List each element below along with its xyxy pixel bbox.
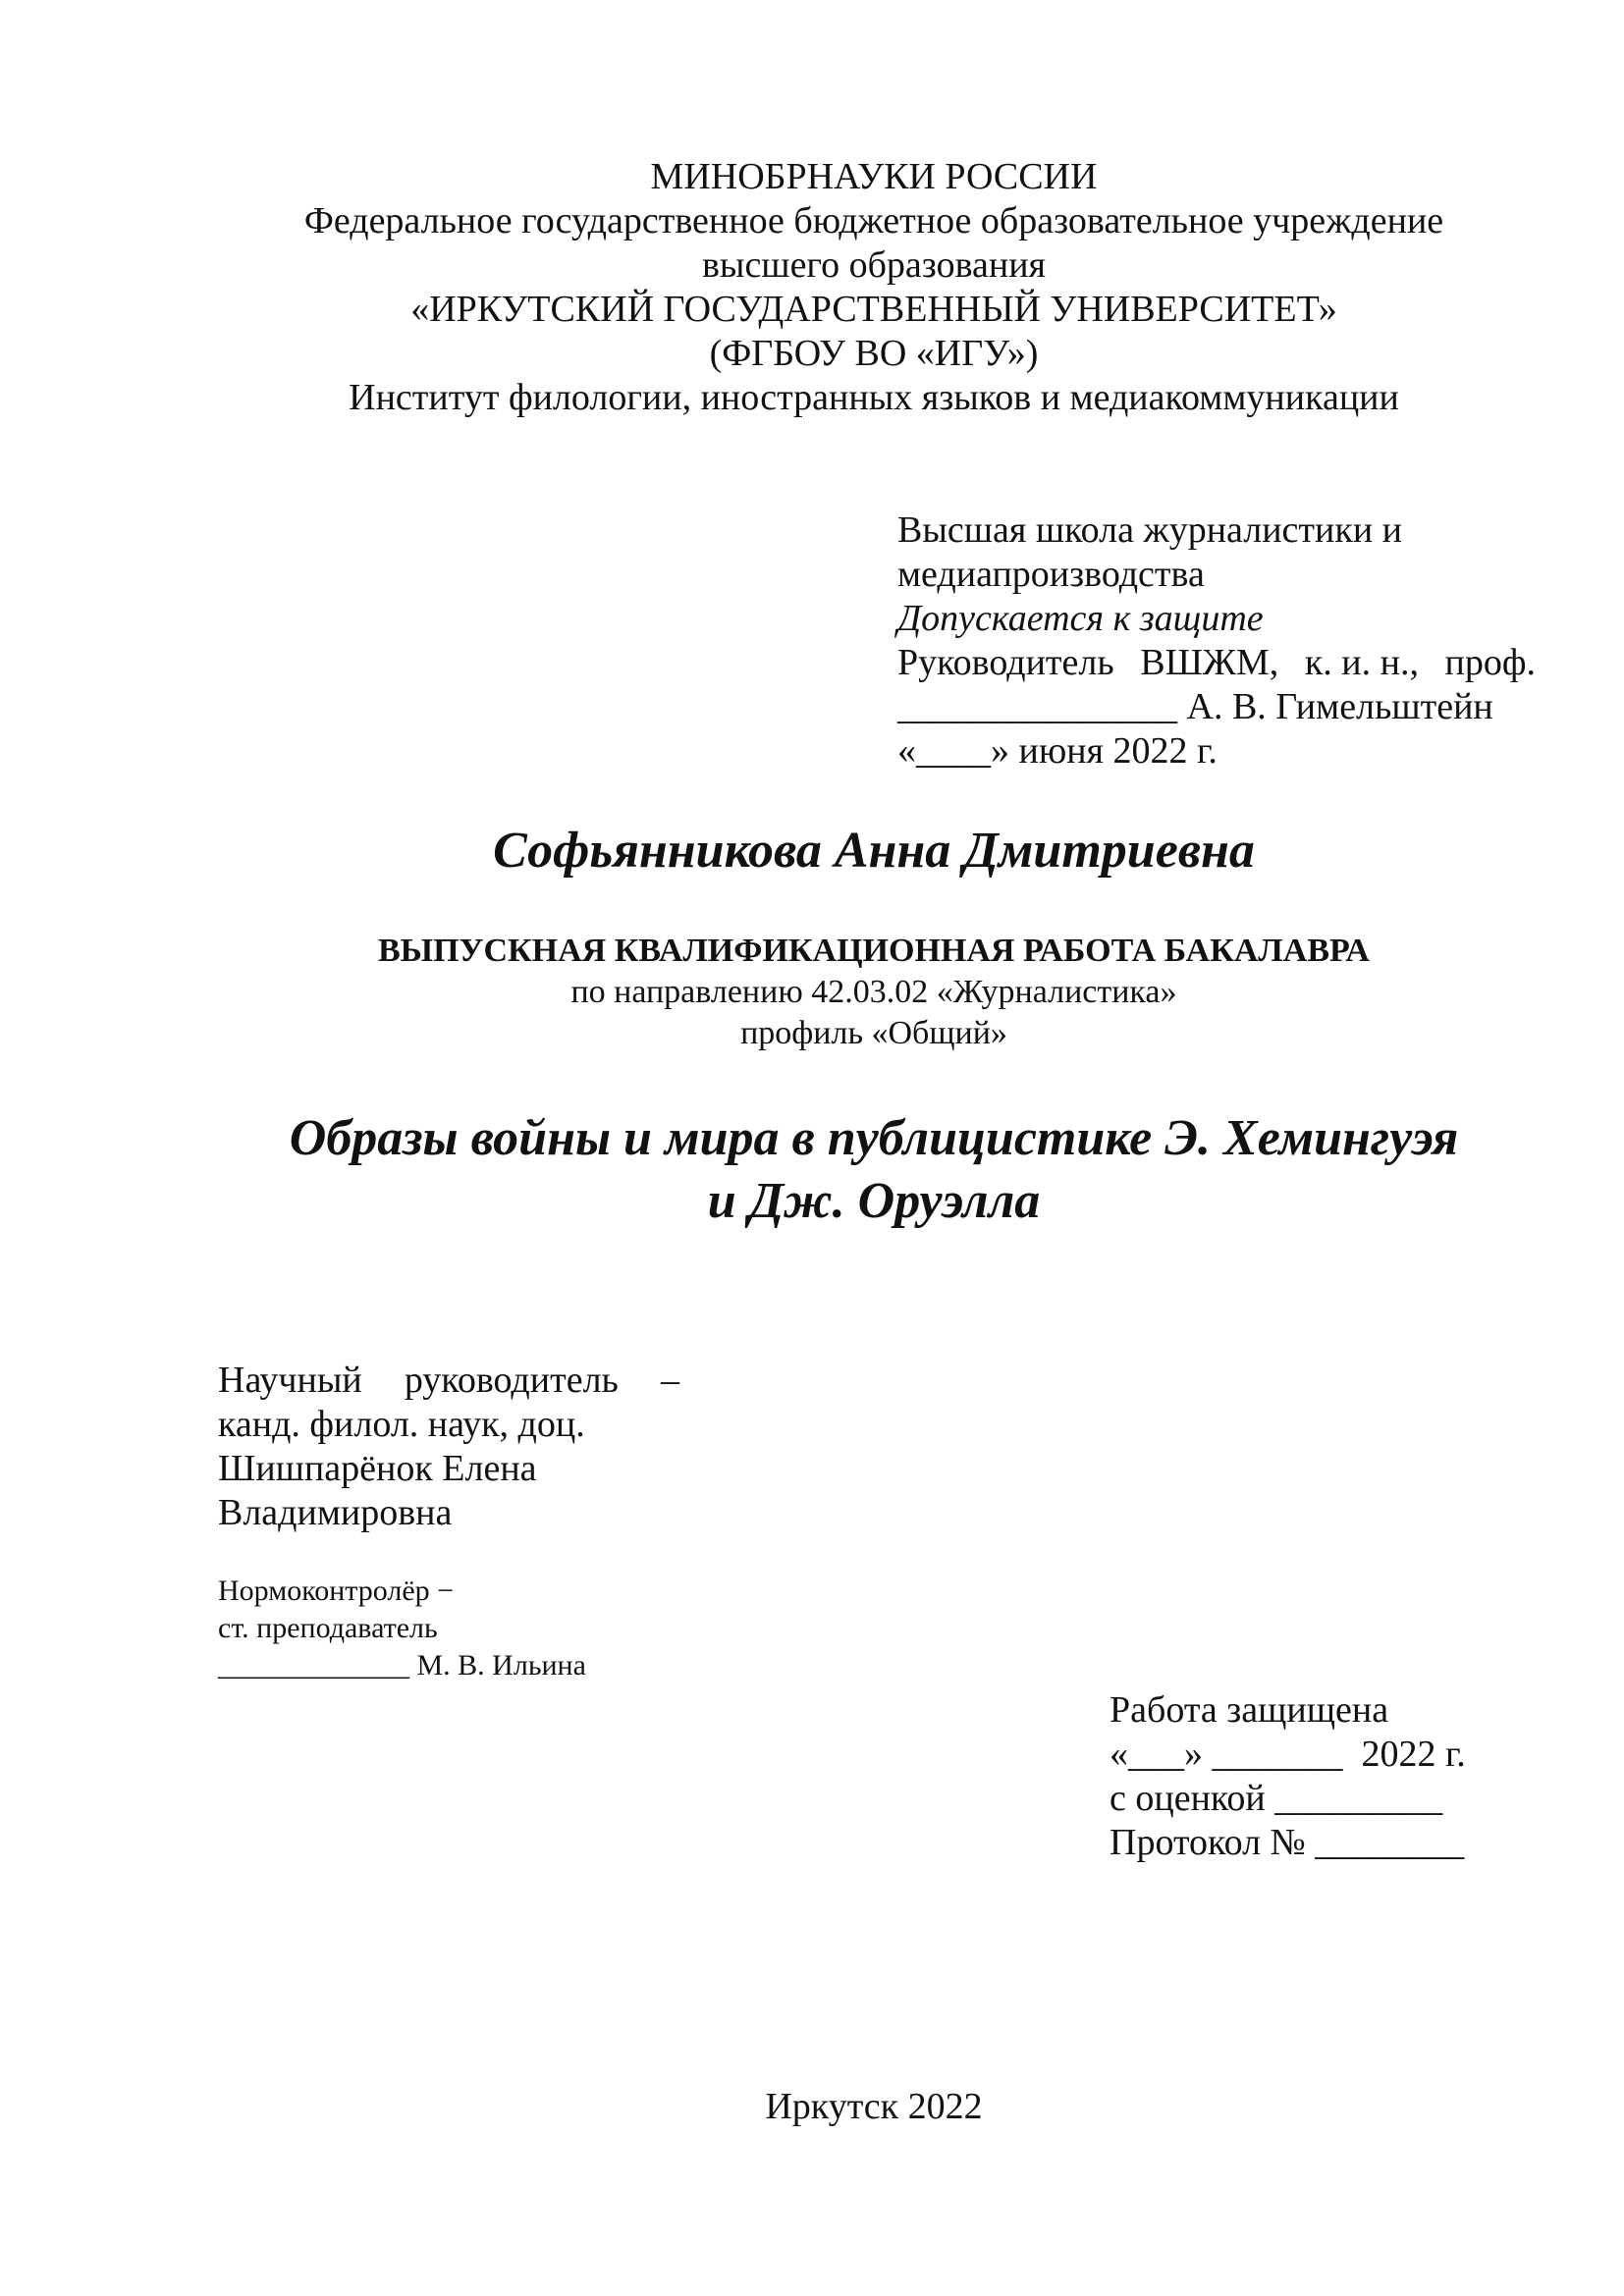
- school-name-line2: медиапроизводства: [897, 554, 1205, 595]
- thesis-title: [0, 1107, 1624, 1233]
- author-full-name: Софьянникова Анна Дмитриевна: [493, 823, 1255, 879]
- admission-block: [897, 508, 1536, 774]
- institute-name: Институт филологии, иностранных языков и медиакоммуникации: [349, 377, 1399, 418]
- supervisor-role-word: руководитель: [404, 1360, 619, 1401]
- institution-type-line2: высшего образования: [701, 244, 1047, 286]
- supervisor-role-line: [218, 1359, 679, 1403]
- normocontroller-block: [218, 1573, 689, 1684]
- school-name-line1: Высшая школа журналистики и: [897, 509, 1403, 551]
- normocontroller-position: ст. преподаватель: [218, 1612, 438, 1644]
- defense-status: Работа защищена: [1110, 1689, 1389, 1731]
- school-head-line: [897, 641, 1536, 685]
- city-year: Иркутск 2022: [765, 2086, 983, 2127]
- study-profile: профиль «Общий»: [740, 1015, 1007, 1051]
- institution-type-line1: Федеральное государственное бюджетное образовательное учреждение: [303, 200, 1444, 241]
- defense-protocol-line: Протокол № ________: [1110, 1822, 1465, 1863]
- university-abbreviation: (ФГБОУ ВО «ИГУ»): [709, 333, 1039, 374]
- normocontroller-signature-line: _____________ М. В. Ильина: [218, 1649, 586, 1682]
- ministry-name: МИНОБРНАУКИ РОССИИ: [650, 156, 1098, 197]
- head-signature-line: _______________ А. В. Гимельштейн: [897, 686, 1493, 727]
- study-direction: по направлению 42.03.02 «Журналистика»: [570, 974, 1177, 1010]
- author-name: [0, 821, 1624, 881]
- defense-block: [1110, 1688, 1532, 1865]
- title-page-header: [0, 155, 1624, 420]
- school-head-word: Руководитель: [897, 642, 1114, 683]
- school-head-word: ВШЖМ,: [1140, 642, 1279, 683]
- admission-date-line: «____» июня 2022 г.: [897, 730, 1218, 772]
- supervisor-name-line1: Шишпарёнок Елена: [218, 1448, 537, 1489]
- work-type: ВЫПУСКНАЯ КВАЛИФИКАЦИОННАЯ РАБОТА БАКАЛАВРА: [378, 933, 1370, 969]
- normocontroller-role: Нормоконтролёр −: [218, 1575, 455, 1607]
- supervisor-degree: канд. филол. наук, доц.: [218, 1404, 585, 1445]
- supervisor-name-line2: Владимировна: [218, 1492, 453, 1533]
- defense-date-line: «___» _______ 2022 г.: [1110, 1734, 1466, 1775]
- thesis-title-line1: Образы войны и мира в публицистике Э. Хемингуэя: [289, 1110, 1459, 1166]
- school-head-word: проф.: [1444, 642, 1536, 683]
- school-head-word: к. и. н.,: [1304, 642, 1419, 683]
- admitted-to-defense: Допускается к защите: [897, 598, 1264, 639]
- supervisor-role-word: Научный: [218, 1360, 362, 1401]
- supervisor-block: [218, 1359, 679, 1535]
- city-year-footer: [0, 2085, 1624, 2129]
- work-type-block: [0, 931, 1624, 1054]
- university-name: «ИРКУТСКИЙ ГОСУДАРСТВЕННЫЙ УНИВЕРСИТЕТ»: [410, 289, 1337, 330]
- supervisor-role-word: –: [660, 1360, 679, 1401]
- defense-grade-line: с оценкой _________: [1110, 1778, 1443, 1819]
- thesis-title-line2: и Дж. Оруэлла: [707, 1173, 1041, 1229]
